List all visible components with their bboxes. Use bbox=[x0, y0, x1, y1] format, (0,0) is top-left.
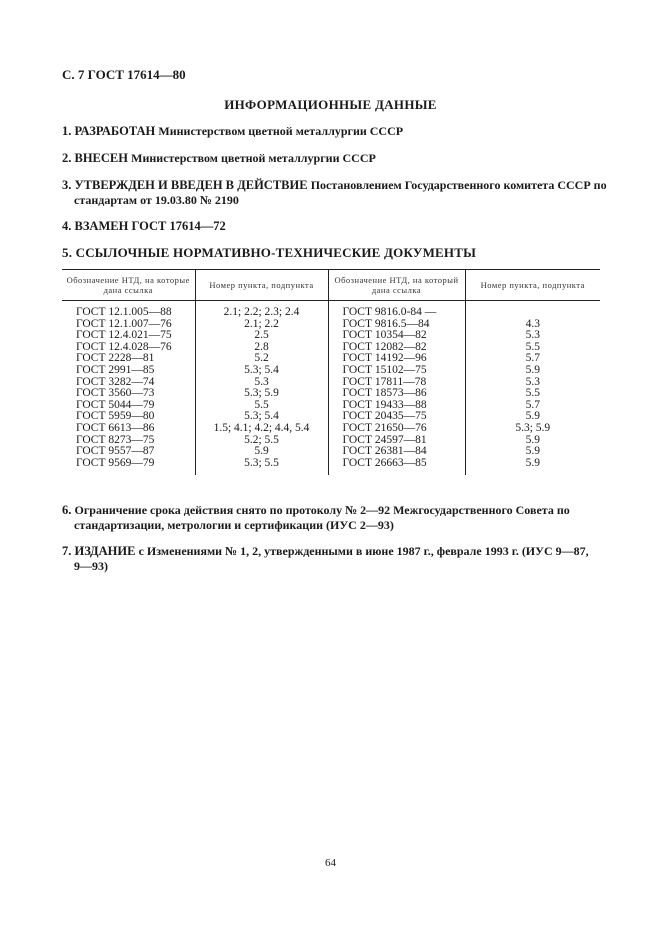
clause-number: 5.3 bbox=[254, 375, 269, 388]
clause-number: 5.9 bbox=[525, 445, 540, 458]
column-header: Номер пункта, подпункта bbox=[465, 270, 600, 301]
clause-number: 5.3 bbox=[525, 329, 540, 342]
ntd-code: ГОСТ 12.1.007—76 bbox=[76, 317, 172, 330]
references-table bbox=[62, 269, 600, 475]
item-edition bbox=[62, 544, 610, 574]
ntd-code: ГОСТ 2991—85 bbox=[76, 363, 155, 376]
page-number: 64 bbox=[325, 857, 336, 869]
item-text-line2: стандартам от 19.03.80 № 2190 bbox=[74, 193, 239, 207]
ntd-code: ГОСТ 17811—78 bbox=[342, 375, 427, 388]
right-codes-cell bbox=[328, 301, 465, 476]
ntd-code: ГОСТ 12.4.028—76 bbox=[76, 340, 172, 353]
clause-number: 5.3; 5.9 bbox=[244, 387, 279, 400]
ntd-code: ГОСТ 10354—82 bbox=[342, 329, 427, 342]
ntd-code: ГОСТ 5044—79 bbox=[76, 398, 155, 411]
clause-number: 5.7 bbox=[525, 352, 540, 365]
clause-number: 5.9 bbox=[525, 456, 540, 469]
ntd-code: ГОСТ 18573—86 bbox=[342, 387, 427, 400]
ntd-code: ГОСТ 6613—86 bbox=[76, 421, 155, 434]
table-header-row bbox=[62, 270, 600, 301]
item-text: Министерством цветной металлургии СССР bbox=[158, 124, 404, 138]
clause-number: 5.7 bbox=[525, 398, 540, 411]
clause-number: 5.9 bbox=[525, 433, 540, 446]
clause-number: 5.3; 5.5 bbox=[244, 456, 279, 469]
ntd-code: ГОСТ 9569—79 bbox=[76, 456, 155, 469]
ntd-code: ГОСТ 20435—75 bbox=[342, 410, 427, 423]
ntd-code: ГОСТ 26381—84 bbox=[342, 445, 427, 458]
ntd-code: ГОСТ 9557—87 bbox=[76, 445, 155, 458]
page-title: ИНФОРМАЦИОННЫЕ ДАННЫЕ bbox=[224, 97, 437, 112]
clause-number: 5.2 bbox=[254, 352, 269, 365]
item-text: Ограничение срока действия снято по протоколу № 2—92 Межгосударственного Совета по bbox=[74, 503, 570, 517]
item-label: 4. ВЗАМЕН ГОСТ 17614—72 bbox=[62, 219, 226, 233]
item-text-line2: стандартизации, метрологии и сертификации (ИУС 2—93) bbox=[74, 518, 394, 532]
ntd-code: ГОСТ 5959—80 bbox=[76, 410, 155, 423]
clause-number: 5.9 bbox=[254, 445, 269, 458]
clause-number: 5.5 bbox=[525, 340, 540, 353]
ntd-code: ГОСТ 9816.0-84 — bbox=[342, 306, 437, 318]
ntd-code: ГОСТ 12082—82 bbox=[342, 340, 427, 353]
ntd-code: ГОСТ 26663—85 bbox=[342, 456, 427, 469]
column-header: Обозначение НТД, на которые дана ссылка bbox=[62, 270, 195, 301]
ntd-code: ГОСТ 21650—76 bbox=[342, 421, 427, 434]
item-approved bbox=[62, 178, 610, 208]
item-label: 1. РАЗРАБОТАН bbox=[62, 124, 156, 138]
ntd-code: ГОСТ 3282—74 bbox=[76, 375, 155, 388]
clause-number: 5.3; 5.4 bbox=[244, 410, 279, 423]
clause-number: 5.3; 5.4 bbox=[244, 363, 279, 376]
item-label: 7. ИЗДАНИЕ bbox=[62, 544, 136, 558]
table-row bbox=[62, 301, 600, 476]
ntd-code: ГОСТ 8273—75 bbox=[76, 433, 155, 446]
item-label: 3. УТВЕРЖДЕН И ВВЕДЕН В ДЕЙСТВИЕ bbox=[62, 178, 308, 192]
column-header: Обозначение НТД, на который дана ссылка bbox=[328, 270, 465, 301]
clause-number: 4.3 bbox=[525, 317, 540, 330]
column-header: Номер пункта, подпункта bbox=[195, 270, 328, 301]
item-text-line2: 9—93) bbox=[74, 559, 108, 573]
clause-number: 5.3 bbox=[525, 375, 540, 388]
ntd-code: ГОСТ 19433—88 bbox=[342, 398, 427, 411]
item-developed bbox=[62, 124, 610, 139]
clause-number: 2.1; 2.2 bbox=[244, 317, 279, 330]
left-points-cell bbox=[195, 301, 328, 476]
item-label: 2. ВНЕСЕН bbox=[62, 151, 128, 165]
item-text: Министерством цветной металлургии СССР bbox=[131, 151, 376, 165]
item-label: 6. bbox=[62, 503, 72, 517]
ntd-code: ГОСТ 24597—81 bbox=[342, 433, 427, 446]
item-text: с Изменениями № 1, 2, утвержденными в июне 1987 г., феврале 1993 г. (ИУС 9—87, bbox=[138, 544, 589, 558]
ntd-code: ГОСТ 9816.5—84 bbox=[342, 317, 430, 330]
clause-number: 5.9 bbox=[525, 363, 540, 376]
clause-number: 2.1; 2.2; 2.3; 2.4 bbox=[223, 306, 300, 318]
item-text: Постановлением Государственного комитета СССР по bbox=[310, 178, 607, 192]
ntd-code: ГОСТ 15102—75 bbox=[342, 363, 427, 376]
item-replaces bbox=[62, 219, 610, 234]
document-header: С. 7 ГОСТ 17614—80 bbox=[62, 67, 186, 82]
clause-number bbox=[466, 307, 601, 319]
clause-number: 5.5 bbox=[525, 387, 540, 400]
item-validity bbox=[62, 503, 610, 533]
left-codes-cell bbox=[62, 301, 195, 476]
clause-number: 2.8 bbox=[254, 340, 269, 353]
clause-number: 5.9 bbox=[525, 410, 540, 423]
ntd-code: ГОСТ 3560—73 bbox=[76, 387, 155, 400]
clause-number: 1.5; 4.1; 4.2; 4.4, 5.4 bbox=[213, 421, 310, 434]
ntd-code: ГОСТ 12.1.005—88 bbox=[76, 306, 172, 318]
clause-number: 5.5 bbox=[254, 398, 269, 411]
ntd-code: ГОСТ 12.4.021—75 bbox=[76, 329, 172, 342]
section-title-references: 5. ССЫЛОЧНЫЕ НОРМАТИВНО-ТЕХНИЧЕСКИЕ ДОКУМЕНТЫ bbox=[62, 245, 477, 260]
right-points-cell bbox=[465, 301, 600, 476]
clause-number: 5.2; 5.5 bbox=[244, 433, 279, 446]
clause-number: 2.5 bbox=[254, 329, 269, 342]
clause-number: 5.3; 5.9 bbox=[515, 421, 551, 434]
ntd-code: ГОСТ 14192—96 bbox=[342, 352, 427, 365]
item-introduced bbox=[62, 151, 610, 166]
ntd-code: ГОСТ 2228—81 bbox=[76, 352, 155, 365]
